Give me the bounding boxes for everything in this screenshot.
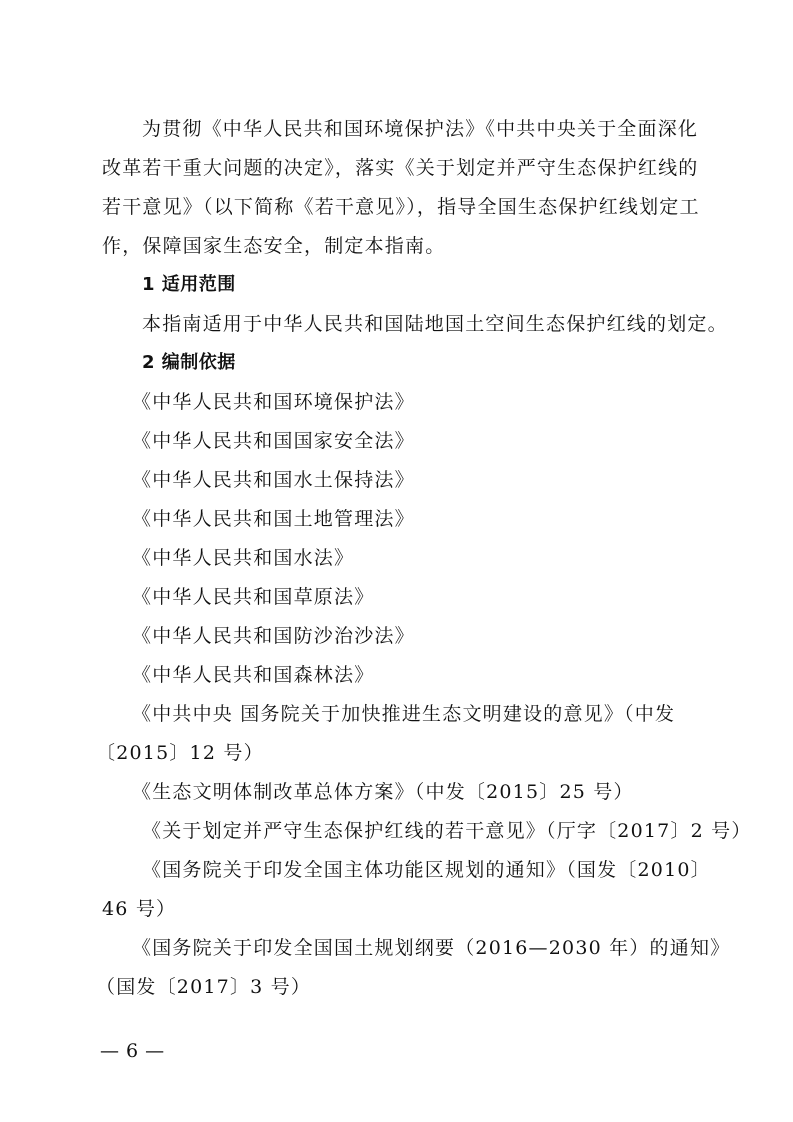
law-item: 《中华人民共和国森林法》	[132, 664, 375, 686]
reference-5-line-1: 《国务院关于印发全国国土规划纲要（2016—2030 年）的通知》	[132, 937, 731, 959]
section-1-body: 本指南适用于中华人民共和国陆地国土空间生态保护红线的划定。	[142, 313, 728, 335]
intro-line-3: 若干意见》（以下简称《若干意见》），指导全国生态保护红线划定工	[102, 196, 700, 218]
intro-line-2: 改革若干重大问题的决定》，落实《关于划定并严守生态保护红线的	[102, 157, 699, 179]
section-1-heading: 1 适用范围	[142, 274, 236, 295]
law-item: 《中华人民共和国水土保持法》	[132, 469, 415, 491]
reference-5-line-2: （国发〔2017〕3 号）	[96, 976, 312, 998]
reference-4-line-2: 46 号）	[102, 898, 177, 920]
reference-1-line-2: 〔2015〕12 号）	[96, 742, 264, 764]
page-number: — 6 —	[100, 1040, 165, 1062]
law-item: 《中华人民共和国水法》	[132, 547, 355, 569]
intro-line-1: 为贯彻《中华人民共和国环境保护法》《中共中央关于全面深化	[142, 118, 699, 140]
section-2-heading: 2 编制依据	[142, 352, 236, 373]
intro-line-4: 作，保障国家生态安全，制定本指南。	[102, 235, 446, 257]
law-item: 《中华人民共和国环境保护法》	[132, 391, 415, 413]
reference-4-line-1: 《国务院关于印发全国主体功能区规划的通知》（国发〔2010〕	[142, 859, 711, 881]
reference-3: 《关于划定并严守生态保护红线的若干意见》（厅字〔2017〕2 号）	[142, 820, 752, 842]
law-item: 《中华人民共和国国家安全法》	[132, 430, 415, 452]
reference-2: 《生态文明体制改革总体方案》（中发〔2015〕25 号）	[132, 781, 634, 803]
law-item: 《中华人民共和国土地管理法》	[132, 508, 415, 530]
law-item: 《中华人民共和国防沙治沙法》	[132, 625, 415, 647]
reference-1-line-1: 《中共中央 国务院关于加快推进生态文明建设的意见》（中发	[132, 703, 676, 725]
law-item: 《中华人民共和国草原法》	[132, 586, 375, 608]
